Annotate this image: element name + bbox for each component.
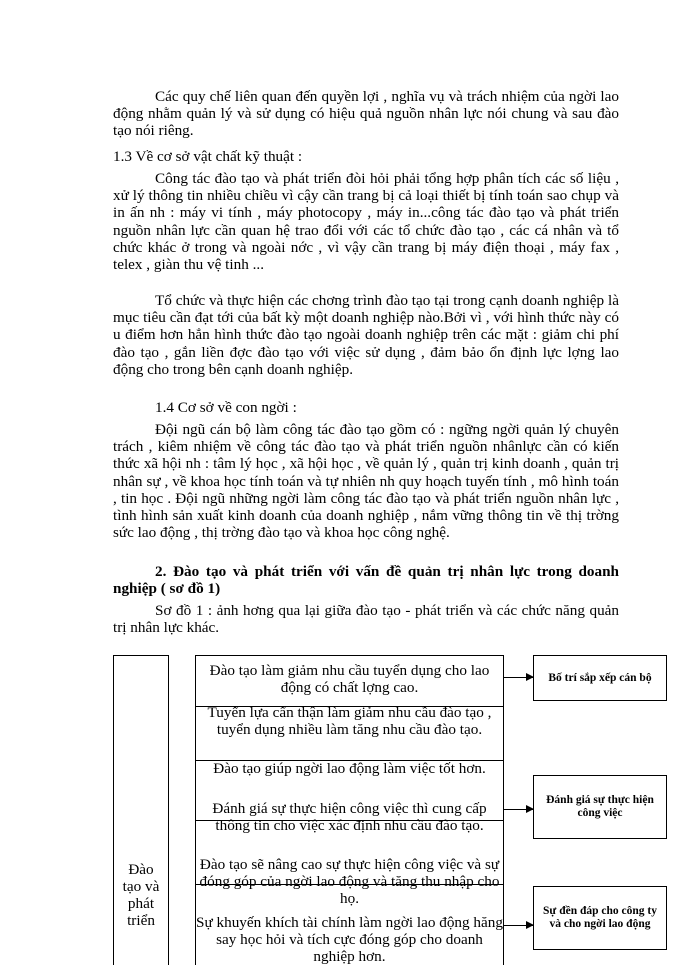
diagram-caption: Sơ đồ 1 : ảnh hơng qua lại giữa đào tạo - phát triển và các chức năng quản trị nhân lực khác. bbox=[113, 602, 619, 637]
arrow-to-staffing bbox=[504, 677, 533, 678]
diagram-cell-4: Đánh giá sự thực hiện công việc thì cung cấp thông tin cho việc xác định nhu cầu đào tạo. bbox=[212, 800, 487, 834]
arrow-to-evaluation bbox=[504, 809, 533, 810]
diagram-cell-1: Đào tạo làm giảm nhu cầu tuyển dụng cho lao động có chất lợng cao. bbox=[209, 662, 490, 696]
paragraph-staff: Đội ngũ cán bộ làm công tác đào tạo gồm có : ngững ngời quản lý chuyên trách , kiêm nhiệm về công tác đào tạo và phát triển nguồn nhânlực cần có kiến thức xã hội nh : tâm lý học , xã hội học , về quản lý , quản trị kinh doanh , quản trị nhân sự , về khoa học tính toán và tự nhiên nh quy hoạch tuyến tính , mô hình toán , tin học . Đội ngũ những ngời làm công tác đào tạo và phát triển nguồn nhân lực , tình hình sản xuất kinh doanh của doanh nghiệp , nắm vững thông tin về thị trờng sức lao động , thị trờng đào tạo và khoa học công nghệ. bbox=[113, 421, 619, 542]
box-evaluation bbox=[533, 775, 667, 839]
box-staffing bbox=[533, 655, 667, 701]
heading-1-3: 1.3 Về cơ sở vật chất kỹ thuật : bbox=[113, 148, 303, 165]
diagram-cell-2: Tuyển lựa cẩn thận làm giảm nhu cầu đào tạo , tuyển dụng nhiều làm tăng nhu cầu đào tạo. bbox=[207, 704, 492, 738]
paragraph-organization: Tổ chức và thực hiện các chơng trình đào tạo tại trong cạnh doanh nghiệp là mục tiêu cần đạt tới của bất kỳ một doanh nghiệp nào.Bởi vì , với hình thức này có u điểm hơn hẳn hình thức đào tạo ngoài doanh nghiệp trên các mặt : giảm chi phí đào tạo , gắn liền đợc đào tạo với việc sử dụng , đảm bảo ổn định lực lợng lao động cho trong bên cạnh doanh nghiệp. bbox=[113, 292, 619, 378]
diagram-cell-5: Đào tạo sẽ nâng cao sự thực hiện công việc và sự đóng góp của ngời lao động và tăng thu nhập cho họ. bbox=[199, 856, 500, 907]
box-compensation bbox=[533, 886, 667, 950]
diagram-left-label: Đào tạo và phát triển bbox=[122, 861, 160, 929]
paragraph-regulations: Các quy chế liên quan đến quyền lợi , nghĩa vụ và trách nhiệm của ngời lao động nhằm quản lý và sử dụng có hiệu quả nguồn nhân lực nói chung và sau đào tạo nói riêng. bbox=[113, 88, 619, 140]
diagram-cell-3: Đào tạo giúp ngời lao động làm việc tốt hơn. bbox=[213, 760, 486, 777]
heading-2: 2. Đào tạo và phát triển với vấn đề quản trị nhân lực trong doanh nghiệp ( sơ đồ 1) bbox=[113, 563, 619, 598]
paragraph-facilities: Công tác đào tạo và phát triển đòi hỏi phải tổng hợp phân tích các số liệu , xử lý thông tin nhiều chiều vì cậy cần trang bị cả loại thiết bị tính toán sao chụp và in ấn nh : máy vi tính , máy photocopy , máy in...công tác đào tạo và phát triển nguồn nhân lực cần quan hệ trao đổi với các tổ chức đào tạo , các cá nhân và tổ chức khác ở trong và ngoài nớc , vì vậy cần trang bị máy điện thoại , máy fax , telex , giàn thu vệ tinh ... bbox=[113, 170, 619, 274]
box-staffing-label: Bố trí sắp xếp cán bộ bbox=[548, 671, 652, 684]
box-compensation-label: Sự đền đáp cho công ty và cho ngời lao động bbox=[543, 905, 657, 930]
diagram-cell-6: Sự khuyến khích tài chính làm ngời lao động hăng say học hỏi và tích cực đóng góp cho doanh nghiệp hơn. bbox=[196, 914, 503, 965]
diagram-left-box bbox=[113, 655, 169, 965]
box-evaluation-label: Đánh giá sự thực hiện công việc bbox=[546, 794, 654, 819]
heading-1-4: 1.4 Cơ sở về con ngời : bbox=[155, 399, 297, 416]
arrow-to-compensation bbox=[504, 925, 533, 926]
